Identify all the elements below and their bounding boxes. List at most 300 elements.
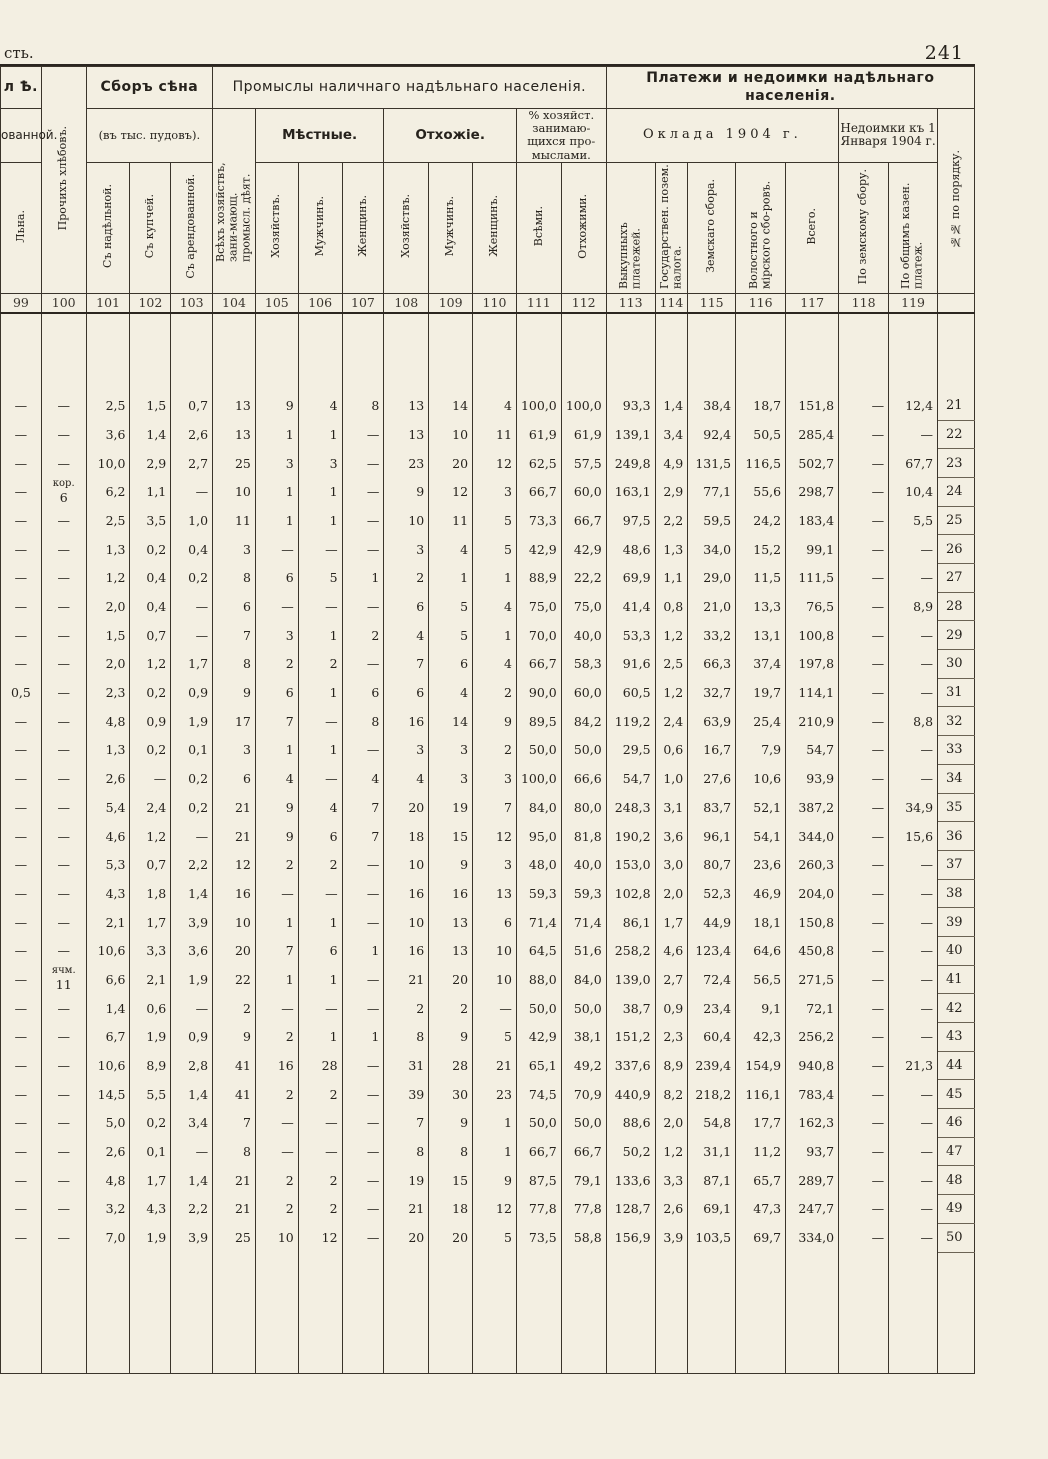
table-cell: — [839, 793, 889, 822]
trades-total-header: Всѣхъ хозяйствъ, зани-мающ. промысл. дѣят. [213, 109, 256, 294]
table-cell: 0,2 [130, 736, 171, 765]
table-cell: — [839, 506, 889, 535]
table-cell: 9,1 [736, 994, 786, 1023]
table-cell: 15 [429, 822, 473, 851]
table-cell: 1,4 [655, 392, 688, 420]
table-cell: — [171, 592, 213, 621]
table-cell: 1 [255, 965, 298, 994]
table-cell: — [889, 1109, 938, 1138]
table-cell: 73,3 [516, 506, 561, 535]
row-order-number: 27 [938, 564, 975, 593]
table-cell: 7 [213, 1109, 256, 1138]
table-cell: 54,7 [606, 764, 655, 793]
table-cell: — [298, 1109, 342, 1138]
table-row [1, 650, 975, 679]
table-cell: — [839, 650, 889, 679]
table-cell: 40,0 [561, 621, 606, 650]
away-col-households: Хозяйствъ. [384, 162, 429, 293]
spacer-cell [655, 313, 688, 392]
filler-cell [938, 1252, 975, 1373]
table-cell: 1 [298, 477, 342, 506]
table-cell: 1,2 [655, 678, 688, 707]
table-cell: 3,5 [130, 506, 171, 535]
table-cell: 3,9 [655, 1223, 688, 1252]
table-cell: 1,4 [86, 994, 130, 1023]
column-number: 105 [255, 293, 298, 313]
table-cell: 72,1 [786, 994, 839, 1023]
table-cell: 50,0 [561, 736, 606, 765]
table-cell: — [41, 392, 86, 420]
table-cell: 2,6 [86, 764, 130, 793]
table-cell: 2,4 [130, 793, 171, 822]
spacer-cell [86, 313, 130, 392]
table-cell: — [839, 1080, 889, 1109]
table-cell: 7 [473, 793, 517, 822]
table-cell: 1 [255, 736, 298, 765]
table-cell: 2 [298, 850, 342, 879]
filler-cell [298, 1252, 342, 1373]
column-number: 101 [86, 293, 130, 313]
table-cell: 1,0 [171, 506, 213, 535]
row-order-number: 30 [938, 650, 975, 679]
table-cell: — [255, 1109, 298, 1138]
table-cell: — [839, 1109, 889, 1138]
table-cell: 9 [255, 392, 298, 420]
table-cell: 1,7 [171, 650, 213, 679]
spacer-cell [41, 313, 86, 392]
table-cell: — [889, 650, 938, 679]
table-cell: 59,3 [516, 879, 561, 908]
table-cell: — [1, 1051, 42, 1080]
table-cell: — [342, 1137, 384, 1166]
table-cell: 97,5 [606, 506, 655, 535]
col-a-sub: ованной. [1, 109, 42, 163]
table-cell: 10 [384, 850, 429, 879]
table-cell: 50,5 [736, 420, 786, 449]
table-cell: 1 [298, 1023, 342, 1052]
table-cell: — [839, 1166, 889, 1195]
table-cell: 41 [213, 1080, 256, 1109]
table-cell: 21 [213, 1166, 256, 1195]
table-cell: 1,2 [86, 564, 130, 593]
table-cell: 6 [384, 592, 429, 621]
salary-col-redemption: Выкупныхъ платежей. [606, 162, 655, 293]
cell-note: ячм. [51, 965, 76, 977]
column-number: 112 [561, 293, 606, 313]
table-cell: 60,0 [561, 477, 606, 506]
column-number: 103 [171, 293, 213, 313]
filler-cell [839, 1252, 889, 1373]
table-cell: — [839, 1023, 889, 1052]
table-cell: 4 [429, 678, 473, 707]
hay-title: Сборъ сѣна [86, 67, 212, 109]
table-cell: 18 [429, 1195, 473, 1224]
table-row [1, 535, 975, 564]
table-cell: 1 [255, 477, 298, 506]
table-cell: 41,4 [606, 592, 655, 621]
table-cell: 41 [213, 1051, 256, 1080]
table-cell: — [41, 592, 86, 621]
table-cell: 12 [298, 1223, 342, 1252]
table-cell: 154,9 [736, 1051, 786, 1080]
table-cell: 0,1 [130, 1137, 171, 1166]
table-cell: — [41, 535, 86, 564]
table-cell: 0,7 [171, 392, 213, 420]
table-cell: 1,8 [130, 879, 171, 908]
table-cell: — [839, 392, 889, 420]
table-cell: — [41, 1080, 86, 1109]
filler-cell [516, 1252, 561, 1373]
table-cell: 3 [255, 449, 298, 478]
table-cell: 25 [213, 1223, 256, 1252]
table-cell: 22 [213, 965, 256, 994]
column-number: 114 [655, 293, 688, 313]
table-cell: 6 [255, 678, 298, 707]
table-cell: 2 [298, 1080, 342, 1109]
table-cell: 3 [473, 764, 517, 793]
table-cell: 2,0 [655, 879, 688, 908]
table-cell: 93,9 [786, 764, 839, 793]
local-title: Мѣстные. [255, 109, 383, 163]
table-cell: — [255, 994, 298, 1023]
table-cell: — [41, 736, 86, 765]
table-cell: 84,0 [516, 793, 561, 822]
column-number: 100 [41, 293, 86, 313]
table-cell: 2,7 [655, 965, 688, 994]
table-row [1, 564, 975, 593]
table-cell: 42,3 [736, 1023, 786, 1052]
table-cell: 10,4 [889, 477, 938, 506]
table-cell: — [41, 650, 86, 679]
table-cell: 2 [429, 994, 473, 1023]
table-cell: — [41, 621, 86, 650]
table-cell: 8,9 [889, 592, 938, 621]
table-cell: 183,4 [786, 506, 839, 535]
table-cell: 1,2 [130, 822, 171, 851]
filler-cell [688, 1252, 736, 1373]
table-row [1, 822, 975, 851]
table-row [1, 1023, 975, 1052]
table-cell: 55,6 [736, 477, 786, 506]
row-order-number: 21 [938, 392, 975, 420]
table-cell: 151,2 [606, 1023, 655, 1052]
table-cell: 80,0 [561, 793, 606, 822]
table-cell: 69,7 [736, 1223, 786, 1252]
table-row [1, 506, 975, 535]
page-number: 241 [924, 42, 964, 64]
table-cell: — [298, 764, 342, 793]
table-cell: 31 [384, 1051, 429, 1080]
table-row [1, 936, 975, 965]
table-cell: 13 [384, 392, 429, 420]
table-cell: — [1, 506, 42, 535]
filler-cell [655, 1252, 688, 1373]
table-cell: — [889, 879, 938, 908]
table-cell: — [41, 908, 86, 937]
table-cell: 19 [384, 1166, 429, 1195]
table-cell: 1 [473, 1109, 517, 1138]
table-cell: 4 [384, 764, 429, 793]
table-row [1, 1109, 975, 1138]
table-cell: 12 [213, 850, 256, 879]
table-cell: 4 [473, 592, 517, 621]
table-cell: 15 [429, 1166, 473, 1195]
percent-title: % хозяйст. занимаю-щихся про-мыслами. [516, 109, 606, 163]
table-cell: 3 [429, 764, 473, 793]
table-cell: 289,7 [786, 1166, 839, 1195]
table-cell: 128,7 [606, 1195, 655, 1224]
table-cell: 4,6 [86, 822, 130, 851]
table-cell: — [889, 736, 938, 765]
table-cell: — [41, 1137, 86, 1166]
hay-col-purchased: Съ купчей. [130, 162, 171, 293]
table-cell: — [839, 564, 889, 593]
row-order-number: 24 [938, 477, 975, 506]
filler-cell [473, 1252, 517, 1373]
table-cell: 151,8 [786, 392, 839, 420]
table-cell: 84,0 [561, 965, 606, 994]
row-order-number: 25 [938, 506, 975, 535]
spacer-cell [384, 313, 429, 392]
table-cell: 7 [342, 793, 384, 822]
table-cell: 9 [213, 1023, 256, 1052]
table-row [1, 850, 975, 879]
table-cell: 50,0 [561, 1109, 606, 1138]
table-cell: — [298, 535, 342, 564]
table-cell: — [1, 965, 42, 994]
table-cell: 0,6 [655, 736, 688, 765]
table-cell: 3,3 [130, 936, 171, 965]
filler-cell [255, 1252, 298, 1373]
spacer-cell [1, 313, 42, 392]
table-cell: 19,7 [736, 678, 786, 707]
table-cell: — [889, 850, 938, 879]
table-cell: — [41, 506, 86, 535]
table-cell: — [41, 564, 86, 593]
table-cell: 22,2 [561, 564, 606, 593]
table-cell: 1,1 [130, 477, 171, 506]
table-cell: — [342, 879, 384, 908]
column-number: 109 [429, 293, 473, 313]
table-cell: — [1, 1137, 42, 1166]
table-cell: 54,1 [736, 822, 786, 851]
table-cell: — [41, 936, 86, 965]
table-cell: 0,2 [130, 535, 171, 564]
table-row [1, 1080, 975, 1109]
table-cell: 16 [384, 936, 429, 965]
table-cell: — [889, 564, 938, 593]
table-cell: 1,3 [655, 535, 688, 564]
table-cell: 11,5 [736, 564, 786, 593]
table-cell: 88,9 [516, 564, 561, 593]
filler-row [1, 1252, 975, 1373]
table-cell: 21 [384, 1195, 429, 1224]
table-cell: 21,3 [889, 1051, 938, 1080]
table-cell: 56,5 [736, 965, 786, 994]
table-cell: 0,4 [171, 535, 213, 564]
table-cell: 133,6 [606, 1166, 655, 1195]
table-row [1, 879, 975, 908]
table-cell: 940,8 [786, 1051, 839, 1080]
table-cell: 57,5 [561, 449, 606, 478]
row-order-number: 42 [938, 994, 975, 1023]
table-cell: 387,2 [786, 793, 839, 822]
table-cell: 33,2 [688, 621, 736, 650]
table-cell: — [342, 506, 384, 535]
row-order-number: 31 [938, 678, 975, 707]
table-cell: 69,9 [606, 564, 655, 593]
table-cell: 0,9 [130, 707, 171, 736]
table-cell: 7 [342, 822, 384, 851]
table-cell: 48,6 [606, 535, 655, 564]
table-cell: 3,9 [171, 908, 213, 937]
table-cell: 5,5 [130, 1080, 171, 1109]
table-cell: — [839, 678, 889, 707]
table-cell: — [255, 1137, 298, 1166]
table-cell: 7 [255, 707, 298, 736]
spacer-row [1, 313, 975, 392]
table-cell: 334,0 [786, 1223, 839, 1252]
table-cell: 3,6 [655, 822, 688, 851]
table-cell: 3 [473, 850, 517, 879]
table-cell: 1,2 [130, 650, 171, 679]
table-cell: 23,4 [688, 994, 736, 1023]
table-cell: 2,2 [655, 506, 688, 535]
table-cell: 12,4 [889, 392, 938, 420]
table-cell: — [889, 1195, 938, 1224]
table-cell: 2 [384, 564, 429, 593]
table-cell: 50,2 [606, 1137, 655, 1166]
table-cell: 13 [429, 936, 473, 965]
table-cell: 8 [384, 1137, 429, 1166]
spacer-cell [255, 313, 298, 392]
table-cell: 38,7 [606, 994, 655, 1023]
table-cell: 16 [213, 879, 256, 908]
table-cell: 8,9 [655, 1051, 688, 1080]
row-order-number: 41 [938, 965, 975, 994]
table-cell: 298,7 [786, 477, 839, 506]
table-cell: 0,6 [130, 994, 171, 1023]
table-cell: 3 [384, 535, 429, 564]
table-cell: 440,9 [606, 1080, 655, 1109]
filler-cell [41, 1252, 86, 1373]
table-cell: 80,7 [688, 850, 736, 879]
column-number: 102 [130, 293, 171, 313]
table-cell: 8 [342, 392, 384, 420]
table-cell: 24,2 [736, 506, 786, 535]
table-row [1, 678, 975, 707]
table-cell: — [298, 707, 342, 736]
spacer-cell [429, 313, 473, 392]
table-cell: — [41, 793, 86, 822]
table-row [1, 621, 975, 650]
table-cell: — [342, 994, 384, 1023]
filler-cell [384, 1252, 429, 1373]
table-cell: 0,9 [171, 1023, 213, 1052]
table-cell [41, 477, 86, 506]
table-row [1, 592, 975, 621]
table-cell: 1,7 [130, 1166, 171, 1195]
table-cell: 21,0 [688, 592, 736, 621]
table-cell: 46,9 [736, 879, 786, 908]
table-cell: — [889, 936, 938, 965]
table-cell: 2,2 [171, 1195, 213, 1224]
spacer-cell [516, 313, 561, 392]
table-cell: — [342, 650, 384, 679]
filler-cell [606, 1252, 655, 1373]
table-cell: 1,3 [86, 736, 130, 765]
row-order-number: 26 [938, 535, 975, 564]
table-cell: 9 [473, 707, 517, 736]
table-cell: 12 [473, 449, 517, 478]
table-cell: 1 [298, 736, 342, 765]
table-cell: 21 [384, 965, 429, 994]
table-cell: 40,0 [561, 850, 606, 879]
table-cell: — [1, 994, 42, 1023]
table-cell: 1 [298, 678, 342, 707]
table-cell: — [41, 449, 86, 478]
table-cell: 1 [255, 506, 298, 535]
spacer-cell [839, 313, 889, 392]
table-cell: — [342, 908, 384, 937]
table-cell: 30 [429, 1080, 473, 1109]
table-cell: 1 [298, 965, 342, 994]
table-cell: — [255, 592, 298, 621]
table-cell: 59,5 [688, 506, 736, 535]
column-number: 113 [606, 293, 655, 313]
table-cell: 3 [213, 535, 256, 564]
table-cell: 10,6 [736, 764, 786, 793]
filler-cell [1, 1252, 42, 1373]
table-row [1, 793, 975, 822]
filler-cell [429, 1252, 473, 1373]
table-cell: 2 [255, 1195, 298, 1224]
table-cell: 15,6 [889, 822, 938, 851]
table-cell: 20 [213, 936, 256, 965]
table-cell: 59,3 [561, 879, 606, 908]
table-cell: 14,5 [86, 1080, 130, 1109]
table-cell: — [41, 678, 86, 707]
table-cell: 16 [429, 879, 473, 908]
table-cell: 6,2 [86, 477, 130, 506]
table-cell: 1 [473, 564, 517, 593]
table-cell: 0,2 [171, 764, 213, 793]
table-cell: — [473, 994, 517, 1023]
table-row [1, 994, 975, 1023]
table-row [1, 392, 975, 420]
table-cell: — [839, 965, 889, 994]
table-cell: 8 [384, 1023, 429, 1052]
table-cell: 79,1 [561, 1166, 606, 1195]
row-order-number: 45 [938, 1080, 975, 1109]
table-cell: 64,6 [736, 936, 786, 965]
table-cell: 2 [298, 1195, 342, 1224]
table-cell: 66,7 [516, 1137, 561, 1166]
table-cell: — [1, 592, 42, 621]
table-cell: 87,1 [688, 1166, 736, 1195]
row-order-number: 38 [938, 879, 975, 908]
table-cell: 4 [298, 392, 342, 420]
table-cell: — [342, 1166, 384, 1195]
table-cell: 47,3 [736, 1195, 786, 1224]
column-number: 118 [839, 293, 889, 313]
table-cell: 153,0 [606, 850, 655, 879]
hay-col-rented: Съ арендованной. [171, 162, 213, 293]
row-order-number: 28 [938, 592, 975, 621]
column-number-row [1, 293, 975, 313]
table-cell: 5,3 [86, 850, 130, 879]
table-cell: 1,4 [171, 1166, 213, 1195]
